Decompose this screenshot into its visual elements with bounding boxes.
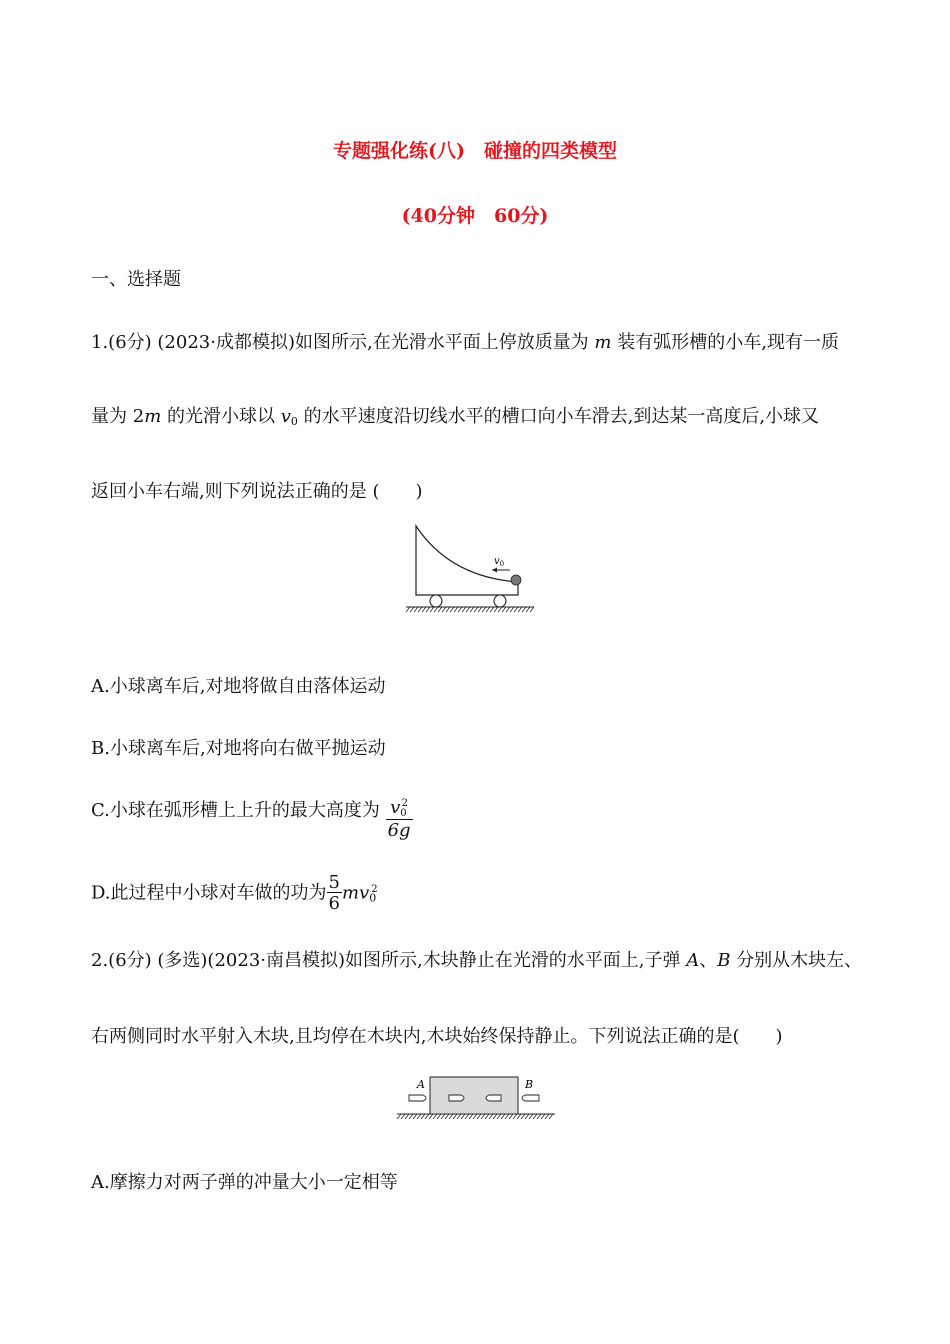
- fraction-numerator-exponent: 2: [401, 798, 409, 809]
- bullet-a-inside: [449, 1095, 464, 1101]
- ground-hatching: [397, 1114, 553, 1119]
- q1-mass-symbol: m: [594, 332, 612, 353]
- q2-option-a: A.摩擦力对两子弹的冲量大小一定相等: [91, 1172, 398, 1193]
- velocity-symbol: v: [359, 882, 370, 904]
- velocity-exponent: 2: [371, 883, 378, 895]
- fraction-numerator: v: [390, 797, 401, 818]
- q2-separator: 、: [699, 950, 718, 971]
- ground-hatching: [406, 607, 534, 612]
- fraction-numerator: 5: [328, 872, 340, 893]
- page-subtitle: (40分钟 60分): [401, 205, 549, 227]
- q2-line-1: [91, 946, 862, 972]
- q1-option-b: B.小球离车后,对地将向右做平抛运动: [91, 738, 386, 759]
- q1-option-c-fraction: [386, 799, 413, 840]
- velocity-subscript: 0: [369, 891, 377, 905]
- page-title: 专题强化练(八) 碰撞的四类模型: [333, 140, 617, 162]
- figure-label-a: A: [417, 1078, 425, 1091]
- q2-figure-block: [395, 1072, 557, 1122]
- q2-line-2: 右两侧同时水平射入木块,且均停在木块内,木块始终保持静止。下列说法正确的是( ): [91, 1026, 783, 1047]
- q1-mass-symbol: m: [144, 406, 162, 427]
- cart-wheel-right: [494, 595, 506, 607]
- q1-option-d-fraction: [327, 874, 342, 913]
- fraction-denominator: 6: [328, 893, 340, 914]
- q1-option-a: A.小球离车后,对地将做自由落体运动: [91, 676, 386, 697]
- q2-text: 2.(6分) (多选)(2023·南昌模拟)如图所示,木块静止在光滑的水平面上,子弹: [91, 950, 687, 971]
- q1-line-3: 返回小车右端,则下列说法正确的是 ( ): [91, 481, 423, 502]
- wooden-block: [430, 1077, 518, 1114]
- q1-option-c-text: C.小球在弧形槽上上升的最大高度为: [91, 800, 380, 821]
- q1-text: 的水平速度沿切线水平的槽口向小车滑去,到达某一高度后,小球又: [297, 406, 820, 427]
- bullet-b-outside: [522, 1095, 539, 1101]
- section-heading: 一、选择题: [91, 269, 181, 290]
- q1-line-1: [91, 328, 839, 354]
- q1-figure-cart: [400, 522, 540, 618]
- q2-text: 分别从木块左、: [730, 950, 863, 971]
- q1-option-c: [91, 796, 413, 840]
- bullet-a-outside: [409, 1095, 426, 1101]
- q1-text: 装有弧形槽的小车,现有一质: [611, 332, 839, 353]
- q1-velocity-subscript: 0: [290, 415, 298, 428]
- q1-line-2: [91, 402, 819, 428]
- velocity-label: $v_0$: [494, 556, 505, 568]
- cart-wheel-left: [430, 595, 442, 607]
- fraction-numerator-subscript: 0: [400, 808, 407, 819]
- q1-text: 的光滑小球以: [161, 406, 281, 427]
- q1-option-d-text: D.此过程中小球对车做的功为: [91, 882, 327, 904]
- figure-label-b: B: [525, 1078, 534, 1091]
- bullet-a-label: A: [686, 950, 700, 971]
- q1-text: 1.(6分) (2023·成都模拟)如图所示,在光滑水平面上停放质量为: [91, 332, 595, 353]
- mass-symbol: m: [341, 882, 360, 904]
- bullet-b-label: B: [717, 950, 731, 971]
- fraction-denominator: 6g: [387, 820, 411, 841]
- q1-option-d: [91, 874, 378, 913]
- q1-velocity-symbol: v: [280, 406, 291, 427]
- bullet-b-inside: [486, 1095, 501, 1101]
- velocity-arrowhead: [492, 568, 497, 573]
- q1-text: 量为 2: [91, 406, 145, 427]
- ball: [511, 575, 521, 585]
